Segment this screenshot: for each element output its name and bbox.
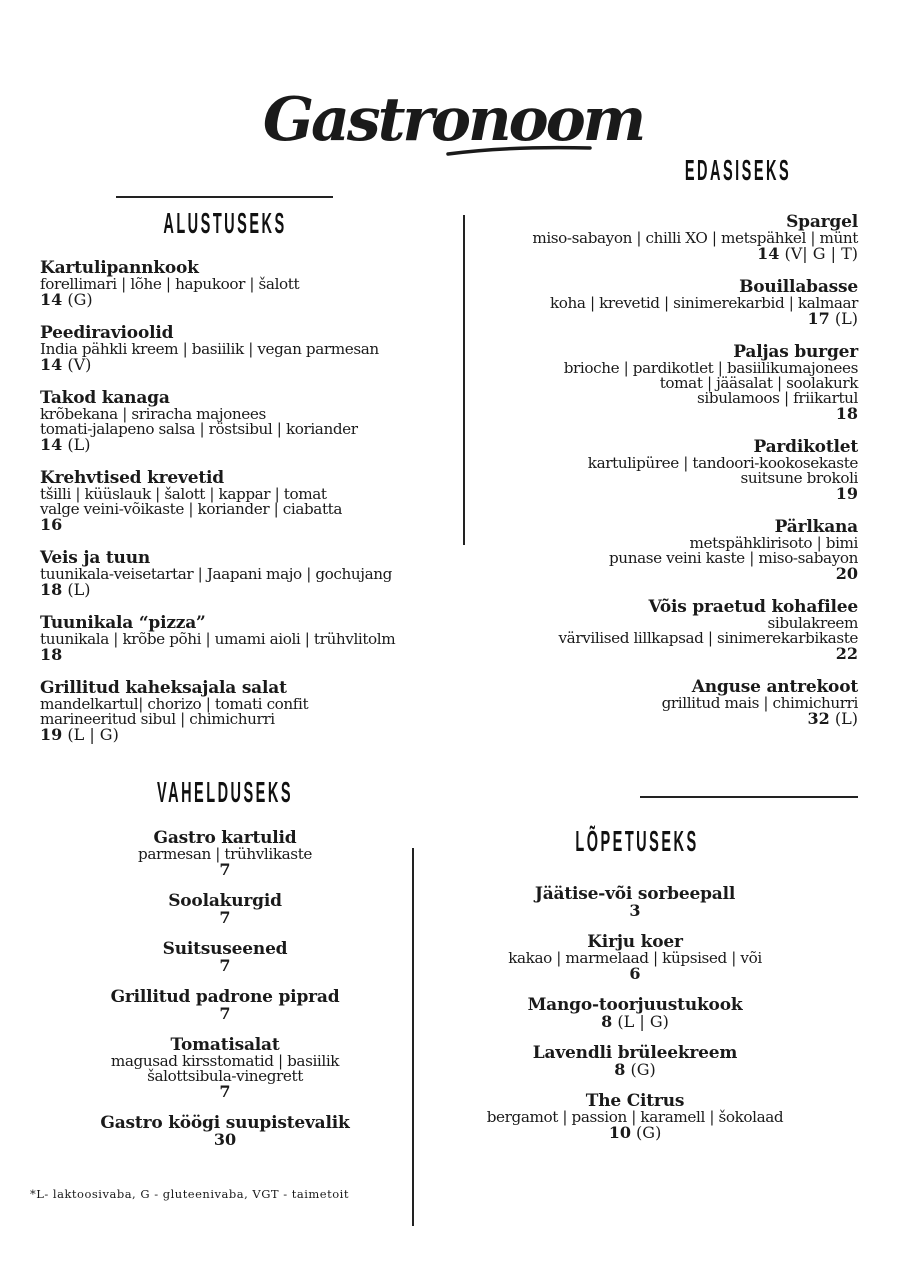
menu-item-name: Tomatisalat	[170, 1035, 280, 1055]
menu-item-diet-tags: (L)	[834, 309, 858, 328]
menu-item-description: metspähklirisoto | bimi	[689, 534, 858, 552]
menu-item-name: Grillitud kaheksajala salat	[40, 678, 287, 698]
menu-item-price-line	[448, 406, 858, 422]
menu-item-price: 14	[757, 244, 780, 263]
menu-item-price: 20	[835, 564, 858, 583]
menu-item-price-line	[445, 903, 825, 919]
section-title-mains: EDASISEKS	[684, 155, 792, 187]
menu-item	[40, 680, 460, 743]
menu-item-description: tuunikala | krõbe põhi | umami aioli | trühvlitolm	[40, 630, 396, 648]
menu-item	[40, 615, 460, 663]
menu-item-description: tomati-jalapeno salsa | röstsibul | koriander	[40, 420, 358, 438]
menu-item-description: parmesan | trühvlikaste	[138, 845, 312, 863]
menu-item-price-line	[448, 246, 858, 262]
menu-item-name: Gastro köögi suupistevalik	[100, 1113, 350, 1133]
menu-item-description: kakao | marmelaad | küpsised | või	[508, 949, 762, 967]
menu-item-description: sibulamoos | friikartul	[697, 389, 858, 407]
menu-item-diet-tags: (L)	[67, 580, 91, 599]
menu-item	[445, 934, 825, 982]
menu-item-name: Paljas burger	[733, 342, 858, 362]
menu-item-price-line	[40, 517, 460, 533]
menu-item	[40, 470, 460, 533]
menu-item-name: Tuunikala “pizza”	[40, 613, 206, 633]
menu-item-diet-tags: (G)	[636, 1123, 662, 1142]
menu-item-description: sibulakreem	[767, 614, 858, 632]
menu-item-description: miso-sabayon | chilli XO | metspähkel | münt	[532, 229, 858, 247]
menu-item-price-line	[40, 647, 460, 663]
divider-top-left	[116, 196, 333, 198]
mains-list	[448, 214, 858, 744]
menu-item-price: 30	[213, 1130, 237, 1149]
menu-item-diet-tags: (V)	[67, 355, 92, 374]
menu-item	[445, 1093, 825, 1141]
menu-item-diet-tags: (V| G | T)	[784, 244, 858, 263]
desserts-list	[445, 886, 825, 1156]
menu-item-price: 32	[807, 709, 830, 728]
menu-item	[60, 1037, 390, 1100]
menu-item-price: 7	[219, 1082, 231, 1101]
menu-item-name: The Citrus	[585, 1091, 685, 1111]
menu-item-price-line	[448, 711, 858, 727]
menu-item-name: Krehvtised krevetid	[40, 468, 224, 488]
menu-item-name: Kirju koer	[587, 932, 683, 952]
menu-item-name: Pärlkana	[774, 517, 858, 537]
menu-item-name: Võis praetud kohafilee	[648, 597, 858, 617]
menu-item	[448, 344, 858, 422]
menu-item-diet-tags: (L | G)	[67, 725, 119, 744]
menu-item-description: tomat | jääsalat | soolakurk	[659, 374, 858, 392]
menu-item-name: Mango-toorjuustukook	[527, 995, 743, 1015]
menu-item-description: grillitud mais | chimichurri	[661, 694, 858, 712]
sides-list	[60, 830, 390, 1163]
menu-item	[60, 941, 390, 974]
menu-item	[448, 214, 858, 262]
menu-item-description: tuunikala-veisetartar | Jaapani majo | gochujang	[40, 565, 392, 583]
menu-item-diet-tags: (L)	[834, 709, 858, 728]
menu-item-price-line	[40, 357, 460, 373]
menu-item-diet-tags: (L | G)	[617, 1012, 669, 1031]
menu-item-name: Spargel	[786, 212, 858, 232]
menu-item-name: Veis ja tuun	[40, 548, 151, 568]
menu-item-price-line	[445, 1125, 825, 1141]
menu-item-price-line	[445, 1014, 825, 1030]
menu-item	[40, 260, 460, 308]
menu-item-description: suitsune brokoli	[740, 469, 858, 487]
menu-item-name: Takod kanaga	[40, 388, 170, 408]
menu-item-name: Pardikotlet	[753, 437, 858, 457]
menu-item-description: mandelkartul| chorizo | tomati confit	[40, 695, 309, 713]
menu-item-price-line	[60, 910, 390, 926]
menu-item-name: Suitsuseened	[162, 939, 288, 959]
divider-mid-right	[640, 796, 858, 798]
menu-item	[448, 679, 858, 727]
menu-item-price: 14	[40, 355, 63, 374]
menu-item-description: marineeritud sibul | chimichurri	[40, 710, 275, 728]
menu-item-price: 6	[629, 964, 641, 983]
menu-item-description: kartulipüree | tandoori-kookosekaste	[587, 454, 858, 472]
menu-item-description: India pähkli kreem | basiilik | vegan parmesan	[40, 340, 379, 358]
section-title-desserts: LÕPETUSEKS	[575, 826, 699, 858]
menu-item-price: 10	[608, 1123, 631, 1142]
menu-item-price-line	[40, 292, 460, 308]
menu-item-price: 18	[40, 580, 63, 599]
menu-item-name: Lavendli brüleekreem	[532, 1043, 738, 1063]
menu-item-price-line	[60, 958, 390, 974]
menu-item	[40, 390, 460, 453]
menu-item-price-line	[448, 646, 858, 662]
menu-item-name: Grillitud padrone piprad	[110, 987, 340, 1007]
menu-item-price: 8	[601, 1012, 613, 1031]
menu-item-name: Kartulipannkook	[40, 258, 199, 278]
menu-item-price-line	[40, 437, 460, 453]
menu-item-diet-tags: (G)	[67, 290, 93, 309]
menu-item-price-line	[60, 1084, 390, 1100]
logo-script	[262, 62, 643, 182]
menu-item	[448, 599, 858, 662]
menu-item-price: 8	[614, 1060, 626, 1079]
menu-item-description: valge veini-võikaste | koriander | ciabatta	[40, 500, 343, 518]
menu-item-price: 7	[219, 1004, 231, 1023]
section-title-sides: VAHELDUSEKS	[157, 777, 293, 809]
menu-item-price: 19	[835, 484, 858, 503]
menu-item	[448, 279, 858, 327]
menu-item	[448, 519, 858, 582]
divider-vertical-bottom	[412, 848, 414, 1226]
menu-item-price: 14	[40, 435, 63, 454]
menu-item-price-line	[448, 311, 858, 327]
menu-item-price: 17	[807, 309, 830, 328]
section-title-starters: ALUSTUSEKS	[163, 208, 287, 240]
svg-text:Gastronoom: Gastronoom	[262, 85, 643, 155]
menu-item-description: krõbekana | sriracha majonees	[40, 405, 266, 423]
menu-item-description: tšilli | küüslauk | šalott | kappar | tomat	[40, 485, 327, 503]
menu-item	[60, 989, 390, 1022]
menu-item-name: Anguse antrekoot	[691, 677, 858, 697]
menu-item-price: 19	[40, 725, 63, 744]
menu-item	[60, 893, 390, 926]
menu-item-price: 22	[835, 644, 858, 663]
menu-item	[40, 325, 460, 373]
menu-item-price-line	[40, 582, 460, 598]
menu-item	[60, 1115, 390, 1148]
menu-item	[445, 997, 825, 1030]
menu-item	[448, 439, 858, 502]
menu-item	[445, 886, 825, 919]
menu-item	[60, 830, 390, 878]
menu-item-price-line	[445, 1062, 825, 1078]
menu-item-description: forellimari | lõhe | hapukoor | šalott	[40, 275, 300, 293]
menu-item-price: 7	[219, 956, 231, 975]
menu-item-diet-tags: (G)	[630, 1060, 656, 1079]
starters-list	[40, 260, 460, 760]
menu-item-price: 7	[219, 908, 231, 927]
menu-item	[445, 1045, 825, 1078]
menu-item-price: 18	[40, 645, 63, 664]
menu-item-description: koha | krevetid | sinimerekarbid | kalmaar	[549, 294, 858, 312]
allergen-footnote: *L- laktoosivaba, G - gluteenivaba, VGT - taimetoit	[30, 1187, 349, 1201]
menu-item-description: brioche | pardikotlet | basiilikumajonees	[563, 359, 858, 377]
menu-item-description: värvilised lillkapsad | sinimerekarbikaste	[558, 629, 858, 647]
menu-item-name: Soolakurgid	[168, 891, 282, 911]
menu-item-price-line	[40, 727, 460, 743]
menu-item-diet-tags: (L)	[67, 435, 91, 454]
menu-item	[40, 550, 460, 598]
menu-item-name: Bouillabasse	[739, 277, 858, 297]
menu-item-price-line	[445, 966, 825, 982]
menu-item-price: 7	[219, 860, 231, 879]
menu-item-description: punase veini kaste | miso-sabayon	[608, 549, 858, 567]
menu-item-price: 3	[629, 901, 641, 920]
menu-item-name: Peediravioolid	[40, 323, 174, 343]
menu-item-price-line	[60, 1006, 390, 1022]
menu-item-price: 16	[40, 515, 63, 534]
menu-item-name: Jäätise-või sorbeepall	[534, 884, 736, 904]
menu-item-price: 18	[835, 404, 858, 423]
menu-item-price-line	[60, 862, 390, 878]
menu-item-name: Gastro kartulid	[153, 828, 297, 848]
menu-item-description: bergamot | passion | karamell | šokolaad	[486, 1108, 784, 1126]
menu-item-price-line	[448, 566, 858, 582]
menu-item-price-line	[60, 1132, 390, 1148]
menu-item-price-line	[448, 486, 858, 502]
menu-item-description: šalottsibula-vinegrett	[147, 1067, 303, 1085]
menu-item-price: 14	[40, 290, 63, 309]
menu-item-description: magusad kirsstomatid | basiilik	[110, 1052, 340, 1070]
